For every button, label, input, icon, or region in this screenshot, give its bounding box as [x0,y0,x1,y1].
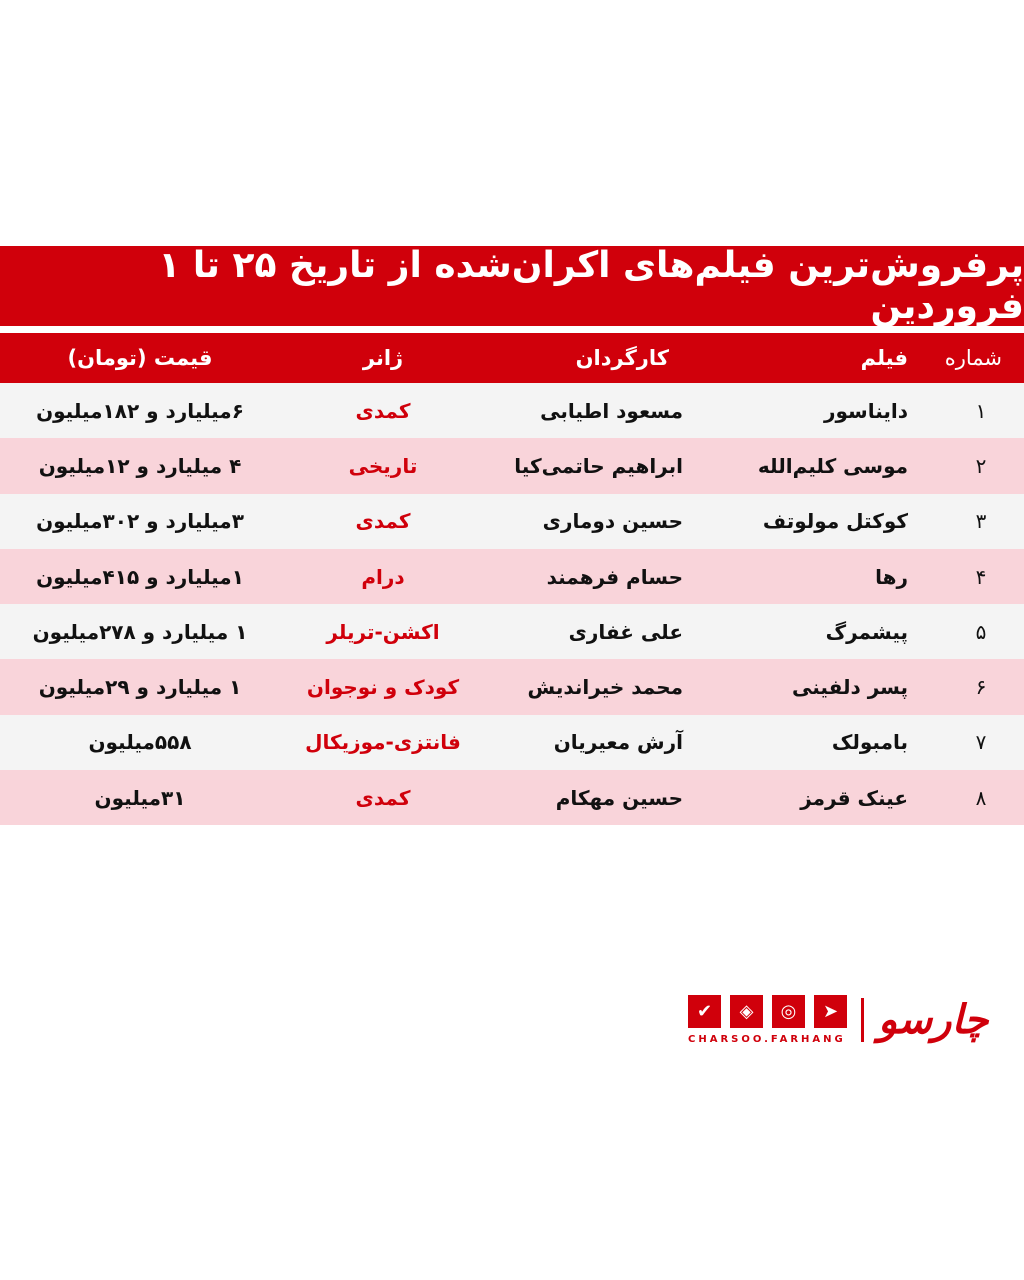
cube-icon[interactable]: ◈ [730,995,763,1028]
cell-price: ۳میلیارد و ۳۰۲میلیون [36,509,244,534]
cell-director: حسام فرهمند [546,564,683,589]
cell-number: ۶ [975,675,987,700]
table-row [0,604,1024,659]
page-title: پرفروش‌ترین فیلم‌های اکران‌شده از تاریخ ۲۵ تا ۱ فروردین [0,246,1024,326]
table-row [0,438,1024,493]
cell-film: موسی کلیم‌الله [757,453,908,478]
cell-film: رها [875,564,908,589]
cell-number: ۵ [975,619,987,644]
table-row [0,494,1024,549]
table-row [0,383,1024,438]
table-row [0,659,1024,714]
cell-film: کوکتل مولوتف [762,509,908,534]
header-genre: ژانر [362,346,404,370]
divider [861,998,864,1042]
instagram-icon[interactable]: ◎ [772,995,805,1028]
cell-director: علی غفاری [568,619,683,644]
cell-director: آرش معیریان [553,730,683,755]
cell-price: ۱میلیارد و ۴۱۵میلیون [36,564,244,589]
cell-number: ۲ [975,453,987,478]
cell-number: ۸ [975,785,987,810]
cell-number: ۷ [975,730,987,755]
cell-film: پیشمرگ [825,619,908,644]
cell-number: ۱ [975,398,987,423]
cell-genre: درام [361,564,405,589]
cell-number: ۳ [975,509,987,534]
header-price: قیمت (تومان) [67,346,213,370]
cell-film: دایناسور [823,398,908,423]
cell-genre: کمدی [355,398,411,423]
table-body [0,383,1024,825]
cell-price: ۴ میلیارد و ۱۲میلیون [38,453,242,478]
cell-director: حسین دوماری [542,509,683,534]
cell-price: ۱ میلیارد و ۲۷۸میلیون [32,619,248,644]
cell-genre: کودک و نوجوان [306,675,460,700]
cell-director: مسعود اطیابی [540,398,683,423]
cell-price: ۱ میلیارد و ۲۹میلیون [38,675,242,700]
cell-genre: کمدی [355,509,411,534]
cell-film: پسر دلفینی [792,675,908,700]
cell-price: ۵۵۸میلیون [88,730,192,755]
telegram-icon[interactable]: ➤ [814,995,847,1028]
cell-director: محمد خیراندیش [527,675,683,700]
brand-logo: چارسو [878,997,989,1043]
cell-genre: تاریخی [348,453,418,478]
cell-price: ۳۱میلیون [94,785,186,810]
cell-genre: فانتزی-موزیکال [305,730,461,755]
cell-director: ابراهیم حاتمی‌کیا [514,453,683,478]
cell-price: ۶میلیارد و ۱۸۲میلیون [36,398,244,423]
header-film: فیلم [860,346,908,370]
table-row [0,715,1024,770]
handle-text: CHARSOO.FARHANG [688,1034,846,1045]
cell-genre: کمدی [355,785,411,810]
cell-film: بامبولک [831,730,908,755]
table-row [0,770,1024,825]
table-row [0,549,1024,604]
header-director: کارگردان [575,346,669,370]
table-header [0,333,1024,383]
cell-film: عینک قرمز [800,785,908,810]
shield-check-icon[interactable]: ✔ [688,995,721,1028]
header-number: شماره [944,346,1002,370]
cell-number: ۴ [975,564,987,589]
cell-director: حسین مهکام [555,785,683,810]
footer [688,995,988,1045]
cell-genre: اکشن-تریلر [326,619,440,644]
